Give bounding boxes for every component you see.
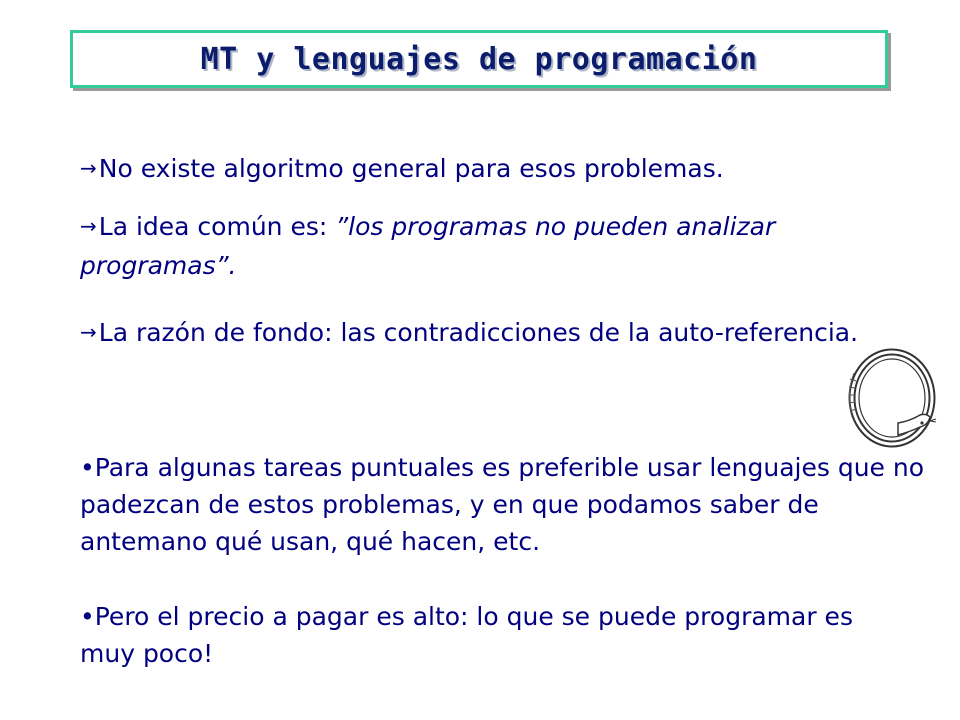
bullet-3-text: La razón de fondo: las contradicciones de la auto-referencia.: [98, 318, 859, 347]
arrow-bullet-icon: →: [80, 320, 97, 344]
bullet-3: [80, 314, 900, 353]
bullet-2-quote: ”los programas no pueden analizar programas”.: [80, 212, 776, 280]
point-2-text: Pero el precio a pagar es alto: lo que se puede programar es muy poco!: [80, 602, 853, 668]
point-1: [80, 449, 940, 560]
title-box: [70, 30, 888, 88]
slide-title: MT y lenguajes de programación: [200, 41, 758, 77]
bullet-1: [80, 150, 900, 189]
arrow-bullet-icon: →: [80, 156, 97, 180]
point-2: [80, 598, 900, 672]
bullet-1-text: No existe algoritmo general para esos problemas.: [98, 154, 724, 183]
arrow-bullet-icon: →: [80, 214, 97, 238]
point-1-text: Para algunas tareas puntuales es preferible usar lenguajes que no padezcan de estos problemas, y en que podamos saber de antemano qué usan, qué hacen, etc.: [80, 453, 925, 556]
ouroboros-snake-icon: [842, 345, 942, 455]
bullet-2: [80, 208, 900, 284]
bullet-dot-icon: •: [80, 602, 95, 631]
bullet-dot-icon: •: [80, 453, 95, 482]
bullet-2-text: La idea común es:: [98, 212, 336, 241]
